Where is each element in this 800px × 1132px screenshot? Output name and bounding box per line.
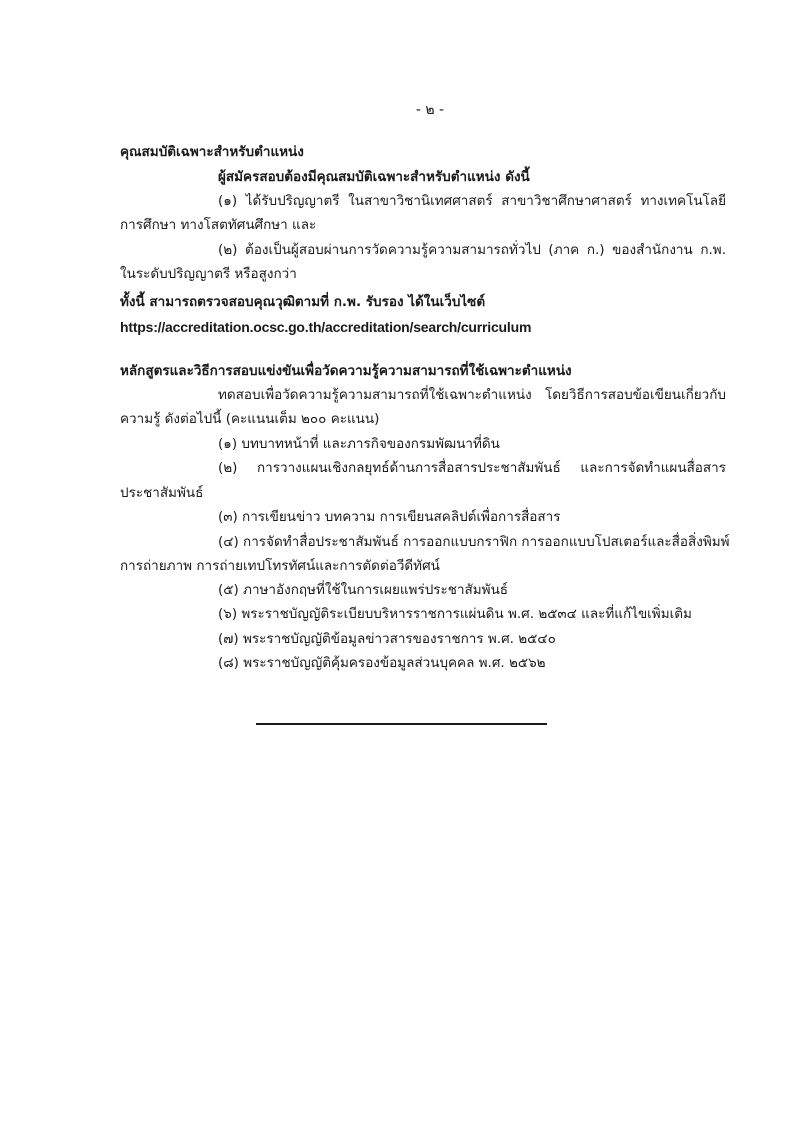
section-divider [256,723,547,725]
curriculum-heading: หลักสูตรและวิธีการสอบแข่งขันเพื่อวัดความรู้ความสามารถที่ใช้เฉพาะตำแหน่ง [120,363,572,379]
curriculum-item-2-line-2: ประชาสัมพันธ์ [120,485,204,501]
curriculum-item-3: (๓) การเขียนข่าว บทความ การเขียนสคลิปต์เพื่อการสื่อสาร [218,509,561,525]
qualification-item-1-line-2: การศึกษา ทางโสตทัศนศึกษา และ [120,217,317,233]
curriculum-item-1: (๑) บทบาทหน้าที่ และภารกิจของกรมพัฒนาที่ดิน [218,436,500,452]
qualification-note: ทั้งนี้ สามารถตรวจสอบคุณวุฒิตามที่ ก.พ. รับรอง ได้ในเว็บไซต์ [120,294,486,310]
curriculum-item-7: (๗) พระราชบัญญัติข้อมูลข่าวสารของราชการ พ.ศ. ๒๕๔๐ [218,631,556,647]
qualifications-subheading: ผู้สมัครสอบต้องมีคุณสมบัติเฉพาะสำหรับตำแหน่ง ดังนี้ [218,169,530,185]
curriculum-item-4-line-2: การถ่ายภาพ การถ่ายเทปโทรทัศน์และการตัดต่อวีดีทัศน์ [120,558,440,574]
curriculum-intro-line-2: ความรู้ ดังต่อไปนี้ (คะแนนเต็ม ๒๐๐ คะแนน) [120,411,380,427]
qualifications-heading: คุณสมบัติเฉพาะสำหรับตำแหน่ง [120,144,304,160]
curriculum-intro-line-1: ทดสอบเพื่อวัดความรู้ความสามารถที่ใช้เฉพาะตำแหน่ง โดยวิธีการสอบข้อเขียนเกี่ยวกับ [218,387,726,403]
qualification-item-2-line-1: (๒) ต้องเป็นผู้สอบผ่านการวัดความรู้ความสามารถทั่วไป (ภาค ก.) ของสำนักงาน ก.พ. [218,242,726,258]
curriculum-item-5: (๕) ภาษาอังกฤษที่ใช้ในการเผยแพร่ประชาสัมพันธ์ [218,582,509,598]
qualification-item-2-line-2: ในระดับปริญญาตรี หรือสูงกว่า [120,266,297,282]
curriculum-item-2-line-1: (๒) การวางแผนเชิงกลยุทธ์ด้านการสื่อสารประชาสัมพันธ์ และการจัดทำแผนสื่อสาร [218,460,726,476]
accreditation-url: https://accreditation.ocsc.go.th/accreditation/search/curriculum [120,319,532,335]
page-number: - ๒ - [415,102,445,118]
curriculum-item-4-line-1: (๔) การจัดทำสื่อประชาสัมพันธ์ การออกแบบกราฟิก การออกแบบโปสเตอร์และสื่อสิ่งพิมพ์ [218,534,730,550]
curriculum-item-8: (๘) พระราชบัญญัติคุ้มครองข้อมูลส่วนบุคคล พ.ศ. ๒๕๖๒ [218,655,546,671]
qualification-item-1-line-1: (๑) ได้รับปริญญาตรี ในสาขาวิชานิเทศศาสตร์ สาขาวิชาศึกษาศาสตร์ ทางเทคโนโลยี [218,193,726,209]
curriculum-item-6: (๖) พระราชบัญญัติระเบียบบริหารราชการแผ่นดิน พ.ศ. ๒๕๓๔ และที่แก้ไขเพิ่มเติม [218,606,692,622]
